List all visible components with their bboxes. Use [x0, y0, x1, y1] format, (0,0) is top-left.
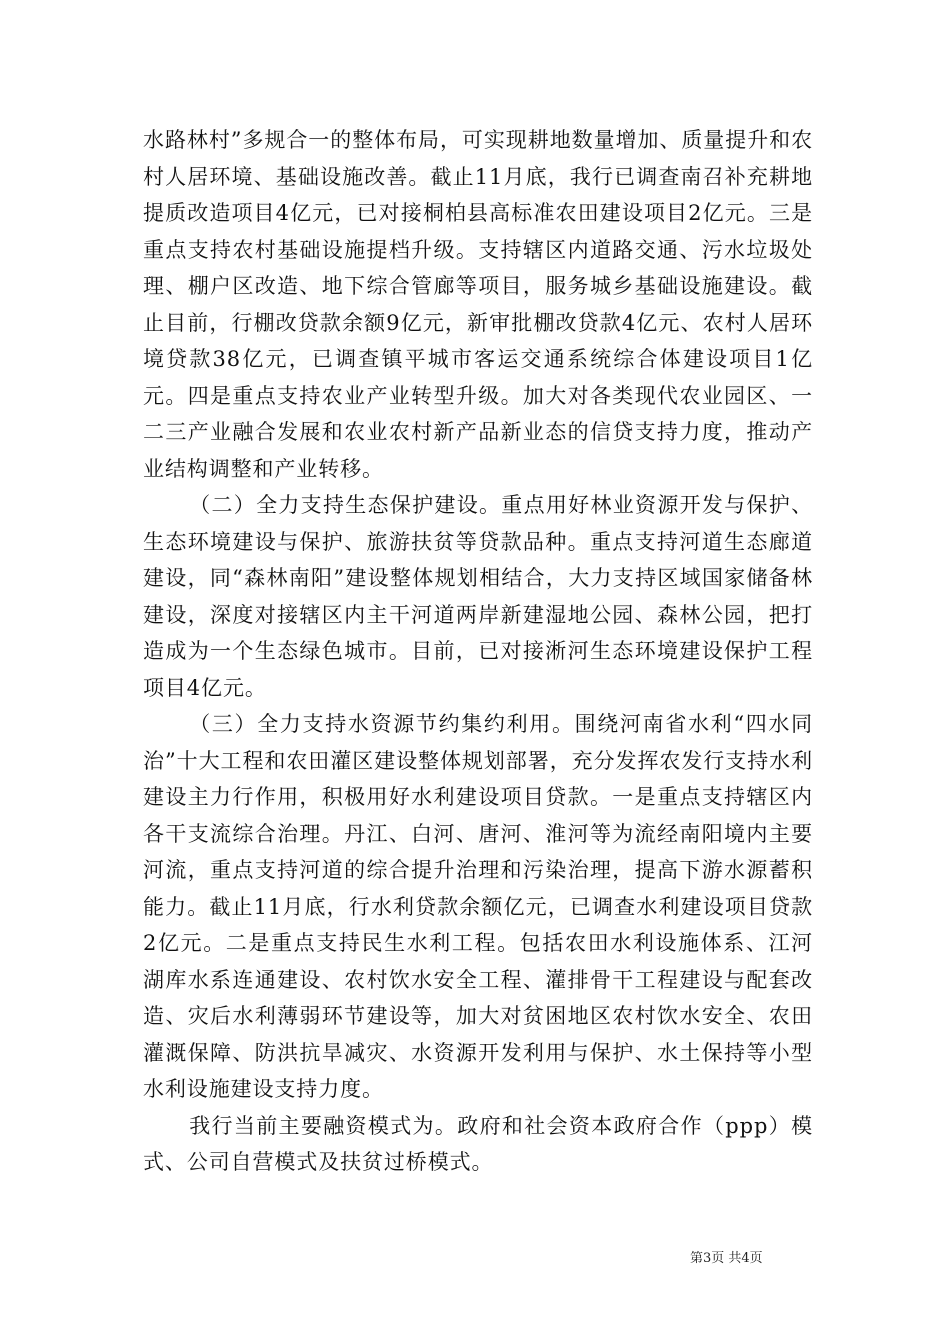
paragraph-1: 水路林村”多规合一的整体布局，可实现耕地数量增加、质量提升和农村人居环境、基础设施改善。截止11月底，我行已调查南召补充耕地提质改造项目4亿元，已对接桐柏县高标准农田建设项目2亿元。三是重点支持农村基础设施提档升级。支持辖区内道路交通、污水垃圾处理、棚户区改造、地下综合管廊等项目，服务城乡基础设施建设。截止目前，行棚改贷款余额9亿元，新审批棚改贷款4亿元、农村人居环境贷款38亿元，已调查镇平城市客运交通系统综合体建设项目1亿元。四是重点支持农业产业转型升级。加大对各类现代农业园区、一二三产业融合发展和农业农村新产品新业态的信贷支持力度，推动产业结构调整和产业转移。	[143, 128, 813, 481]
page-number-footer: 第3页 共4页	[690, 1251, 763, 1266]
paragraph-4: 我行当前主要融资模式为。政府和社会资本政府合作（ppp）模式、公司自营模式及扶贫过桥模式。	[143, 1113, 813, 1174]
paragraph-3: （三）全力支持水资源节约集约利用。围绕河南省水利“四水同治”十大工程和农田灌区建设整体规划部署，充分发挥农发行支持水利建设主力行作用，积极用好水利建设项目贷款。一是重点支持辖区内各干支流综合治理。丹江、白河、唐河、淮河等为流经南阳境内主要河流，重点支持河道的综合提升治理和污染治理，提高下游水源蓄积能力。截止11月底，行水利贷款余额亿元，已调查水利建设项目贷款2亿元。二是重点支持民生水利工程。包括农田水利设施体系、江河湖库水系连通建设、农村饮水安全工程、灌排骨干工程建设与配套改造、灾后水利薄弱环节建设等，加大对贫困地区农村饮水安全、农田灌溉保障、防洪抗旱减灾、水资源开发利用与保护、水土保持等小型水利设施建设支持力度。	[143, 712, 813, 1101]
paragraph-2: （二）全力支持生态保护建设。重点用好林业资源开发与保护、生态环境建设与保护、旅游扶贫等贷款品种。重点支持河道生态廊道建设，同“森林南阳”建设整体规划相结合，大力支持区域国家储备林建设，深度对接辖区内主干河道两岸新建湿地公园、森林公园，把打造成为一个生态绿色城市。目前，已对接淅河生态环境建设保护工程项目4亿元。	[143, 493, 813, 700]
document-body	[143, 122, 813, 1181]
